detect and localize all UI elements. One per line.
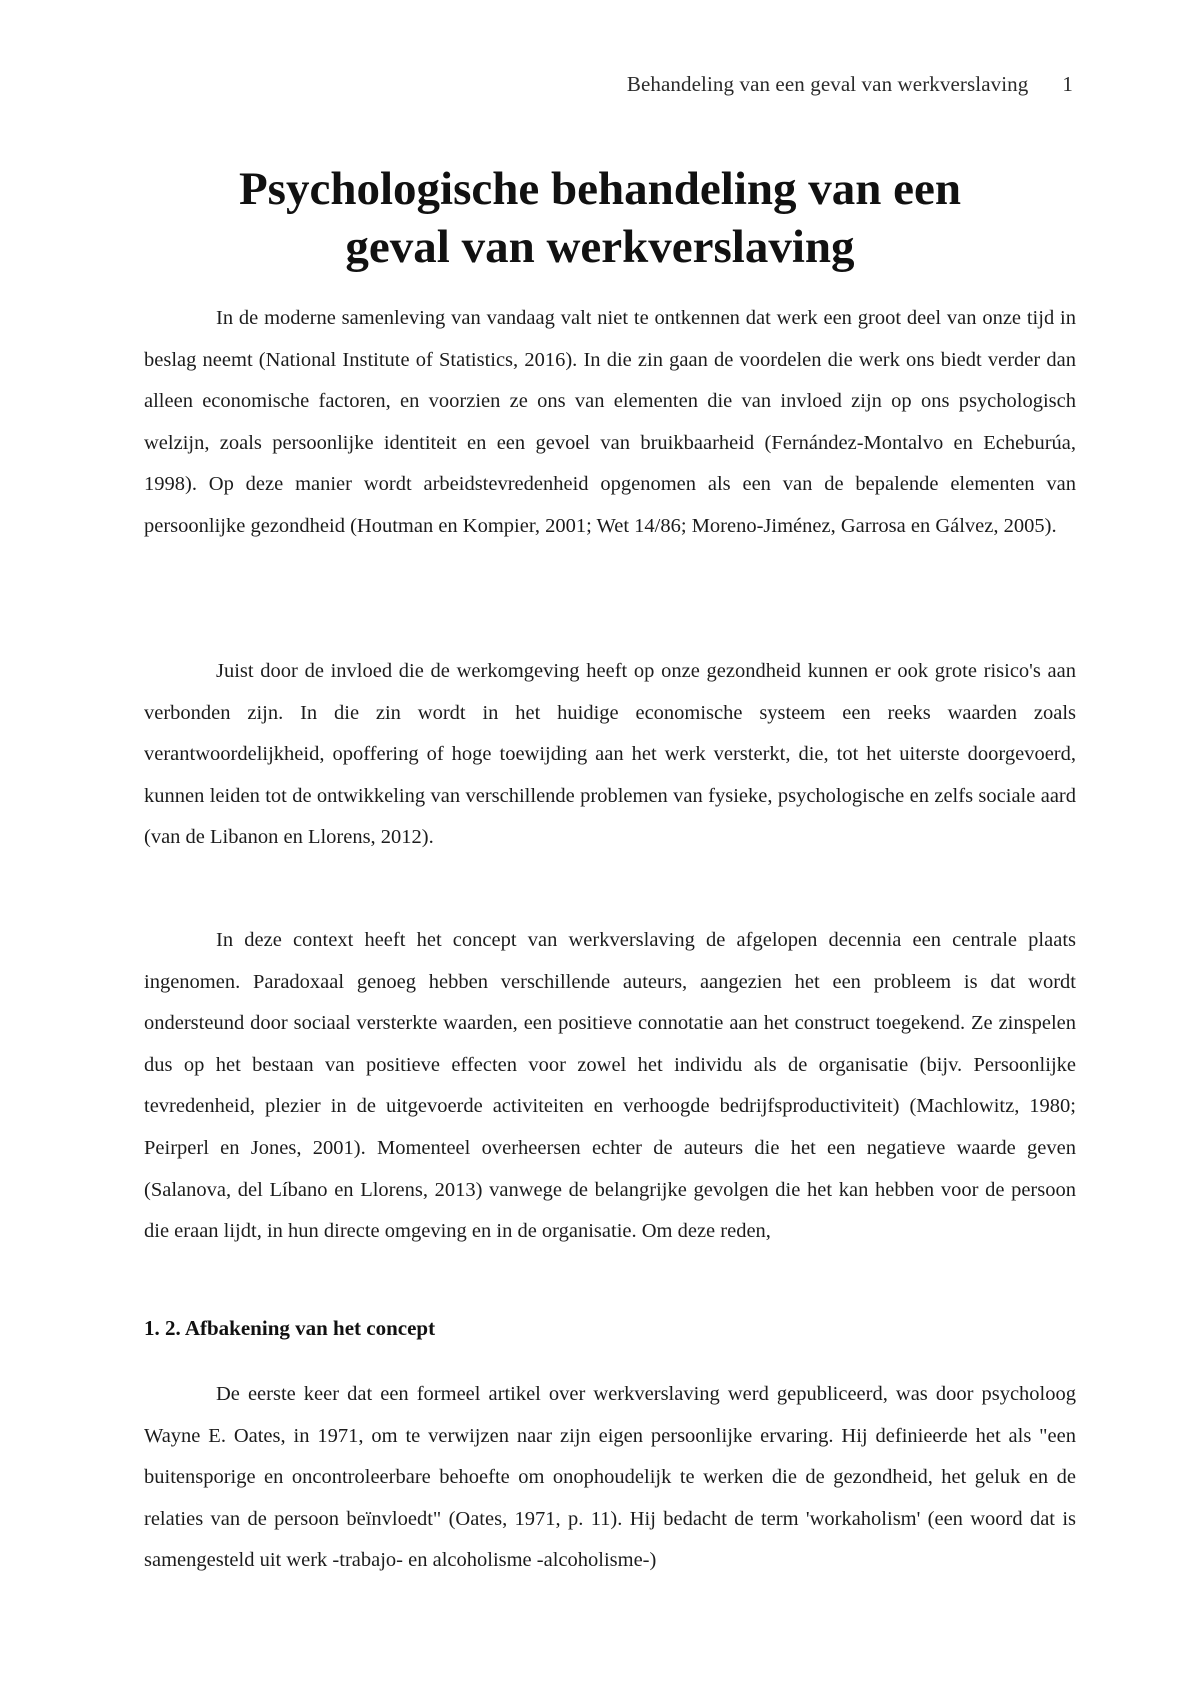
body-paragraph-3 — [144, 920, 1076, 1253]
title-line-1: Psychologische behandeling van een — [238, 163, 962, 215]
section-paragraph-1 — [144, 1374, 1076, 1582]
running-title: Behandeling van een geval van werkverslaving — [626, 72, 1029, 96]
document-title — [0, 160, 1200, 276]
paragraph-text: In de moderne samenleving van vandaag valt niet te ontkennen dat werk een groot deel van onze tijd in beslag neemt (National Institute of Statistics, 2016). In die zin gaan de voordelen die werk ons biedt verder dan alleen economische factoren, en voorzien ze ons van elementen die van invloed zijn op ons psychologisch welzijn, zoals persoonlijke identiteit en een gevoel van bruikbaarheid (Fernández-Montalvo en Echeburúa, 1998). Op deze manier wordt arbeidstevredenheid opgenomen als een van de bepalende elementen van persoonlijke gezondheid (Houtman en Kompier, 2001; Wet 14/86; Moreno-Jiménez, Garrosa en Gálvez, 2005). — [144, 307, 1076, 537]
body-paragraph-1 — [144, 298, 1076, 548]
running-header — [627, 72, 1073, 97]
paragraph-text: Juist door de invloed die de werkomgeving heeft op onze gezondheid kunnen er ook grote risico's aan verbonden zijn. In die zin wordt in het huidige economische systeem een reeks waarden zoals verantwoordelijkheid, opoffering of hoge toewijding aan het werk versterkt, die, tot het uiterste doorgevoerd, kunnen leiden tot de ontwikkeling van verschillende problemen van fysieke, psychologische en zelfs sociale aard (van de Libanon en Llorens, 2012). — [144, 660, 1076, 849]
paragraph-text: In deze context heeft het concept van werkverslaving de afgelopen decennia een centrale plaats ingenomen. Paradoxaal genoeg hebben verschillende auteurs, aangezien het een probleem is dat wordt ondersteund door sociaal versterkte waarden, een positieve connotatie aan het construct toegekend. Ze zinspelen dus op het bestaan van positieve effecten voor zowel het individu als de organisatie (bijv. Persoonlijke tevredenheid, plezier in de uitgevoerde activiteiten en verhoogde bedrijfsproductiviteit) (Machlowitz, 1980; Peirperl en Jones, 2001). Momenteel overheersen echter de auteurs die het een negatieve waarde geven (Salanova, del Líbano en Llorens, 2013) vanwege de belangrijke gevolgen die het kan hebben voor de persoon die eraan lijdt, in hun directe omgeving en in de organisatie. Om deze reden, — [144, 929, 1076, 1243]
page-number: 1 — [1062, 72, 1073, 96]
body-paragraph-2 — [144, 651, 1076, 859]
section-heading: 1. 2. Afbakening van het concept — [144, 1316, 436, 1340]
paragraph-text: De eerste keer dat een formeel artikel over werkverslaving werd gepubliceerd, was door psycholoog Wayne E. Oates, in 1971, om te verwijzen naar zijn eigen persoonlijke ervaring. Hij definieerde het als "een buitensporige en oncontroleerbare behoefte om onophoudelijk te werken die de gezondheid, het geluk en de relaties van de persoon beïnvloedt" (Oates, 1971, p. 11). Hij bedacht de term 'workaholism' (een woord dat is samengesteld uit werk -trabajo- en alcoholisme -alcoholisme-) — [144, 1383, 1076, 1572]
title-line-2: geval van werkverslaving — [345, 221, 855, 273]
